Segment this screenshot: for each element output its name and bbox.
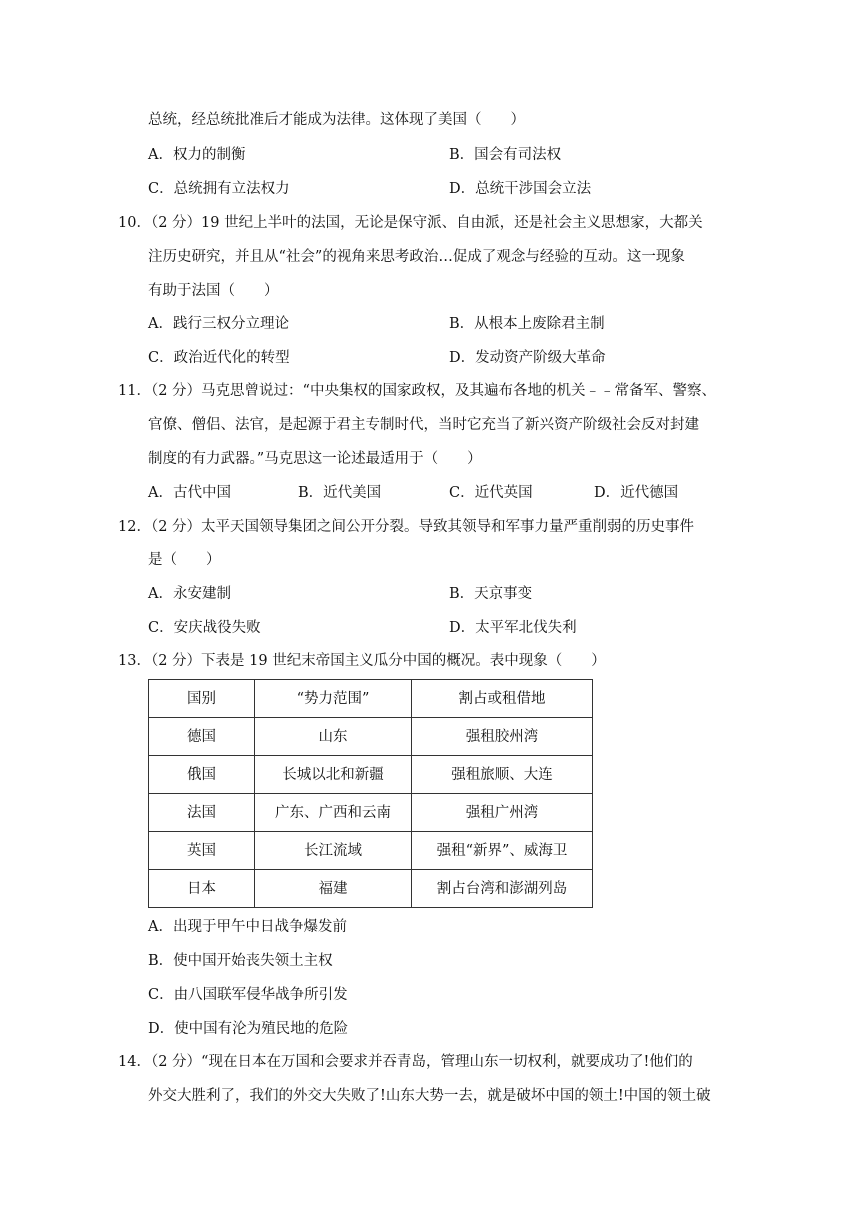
table-cell: 福建 — [255, 870, 412, 908]
table-cell: 强租“新界”、威海卫 — [412, 832, 593, 870]
q9-option-c[interactable]: C．总统拥有立法权力 — [148, 181, 290, 197]
table-cell: 德国 — [149, 718, 255, 756]
q12-option-d[interactable]: D．太平军北伐失利 — [449, 620, 577, 636]
partition-table — [148, 679, 593, 908]
q10-option-b[interactable]: B．从根本上废除君主制 — [449, 316, 605, 332]
q11-option-b[interactable]: B．近代美国 — [298, 485, 382, 501]
q10-option-c[interactable]: C．政治近代化的转型 — [148, 350, 290, 366]
q10-option-d[interactable]: D．发动资产阶级大革命 — [449, 350, 606, 366]
q11-stem-line-1: 11．（2 分）马克思曾说过：“中央集权的国家政权，及其遍布各地的机关﹣﹣常备军、警察、 — [118, 383, 716, 399]
table-row — [149, 718, 593, 756]
table-cell: 俄国 — [149, 756, 255, 794]
table-cell: 强租胶州湾 — [412, 718, 593, 756]
table-header-row — [149, 680, 593, 718]
table-row — [149, 832, 593, 870]
q9-option-a[interactable]: A．权力的制衡 — [148, 147, 246, 163]
q12-stem-line-2: 是（ ） — [148, 552, 221, 568]
q10-stem-line-1: 10．（2 分）19 世纪上半叶的法国，无论是保守派、自由派，还是社会主义思想家，大都关 — [118, 215, 703, 231]
q9-option-d[interactable]: D．总统干涉国会立法 — [449, 181, 592, 197]
table-header-cell: 割占或租借地 — [412, 680, 593, 718]
q10-stem-line-3: 有助于法国（ ） — [148, 283, 279, 299]
q11-stem-line-3: 制度的有力武器。”马克思这一论述最适用于（ ） — [148, 451, 482, 467]
table-cell: 强租广州湾 — [412, 794, 593, 832]
q14-stem-line-2: 外交大胜利了，我们的外交大失败了!山东大势一去，就是破坏中国的领土!中国的领土破 — [148, 1088, 711, 1104]
q12-stem-line-1: 12．（2 分）太平天国领导集团之间公开分裂。导致其领导和军事力量严重削弱的历史事件 — [118, 519, 695, 535]
table-header-cell: 国别 — [149, 680, 255, 718]
table-cell: 广东、广西和云南 — [255, 794, 412, 832]
table-cell: 割占台湾和澎湖列岛 — [412, 870, 593, 908]
table-cell: 长江流域 — [255, 832, 412, 870]
q11-option-d[interactable]: D．近代德国 — [594, 485, 679, 501]
q13-option-c[interactable]: C．由八国联军侵华战争所引发 — [148, 987, 348, 1003]
q11-option-c[interactable]: C．近代英国 — [449, 485, 533, 501]
q13-option-a[interactable]: A．出现于甲午中日战争爆发前 — [148, 919, 347, 935]
table-cell: 强租旅顺、大连 — [412, 756, 593, 794]
table-cell: 山东 — [255, 718, 412, 756]
table-cell: 日本 — [149, 870, 255, 908]
q13-option-b[interactable]: B．使中国开始丧失领土主权 — [148, 953, 333, 969]
table-row — [149, 756, 593, 794]
q9-stem-tail: 总统，经总统批准后才能成为法律。这体现了美国（ ） — [148, 112, 525, 128]
q12-option-c[interactable]: C．安庆战役失败 — [148, 620, 261, 636]
q11-option-a[interactable]: A．古代中国 — [148, 485, 231, 501]
q12-option-b[interactable]: B．天京事变 — [449, 586, 533, 602]
table-cell: 法国 — [149, 794, 255, 832]
q13-option-d[interactable]: D．使中国有沦为殖民地的危险 — [148, 1021, 349, 1037]
table-row — [149, 870, 593, 908]
q13-stem: 13．（2 分）下表是 19 世纪末帝国主义瓜分中国的概况。表中现象（ ） — [118, 653, 606, 669]
q10-option-a[interactable]: A．践行三权分立理论 — [148, 316, 289, 332]
q10-stem-line-2: 注历史研究，并且从“社会”的视角来思考政治…促成了观念与经验的互动。这一现象 — [148, 249, 685, 265]
table-cell: 英国 — [149, 832, 255, 870]
table-header-cell: “势力范围” — [255, 680, 412, 718]
q11-stem-line-2: 官僚、僧侣、法官，是起源于君主专制时代，当时它充当了新兴资产阶级社会反对封建 — [148, 417, 699, 433]
q14-stem-line-1: 14．（2 分）“现在日本在万国和会要求并吞青岛，管理山东一切权利，就要成功了!他们的 — [118, 1054, 693, 1070]
q9-option-b[interactable]: B．国会有司法权 — [449, 147, 562, 163]
table-row — [149, 794, 593, 832]
table-cell: 长城以北和新疆 — [255, 756, 412, 794]
q12-option-a[interactable]: A．永安建制 — [148, 586, 231, 602]
